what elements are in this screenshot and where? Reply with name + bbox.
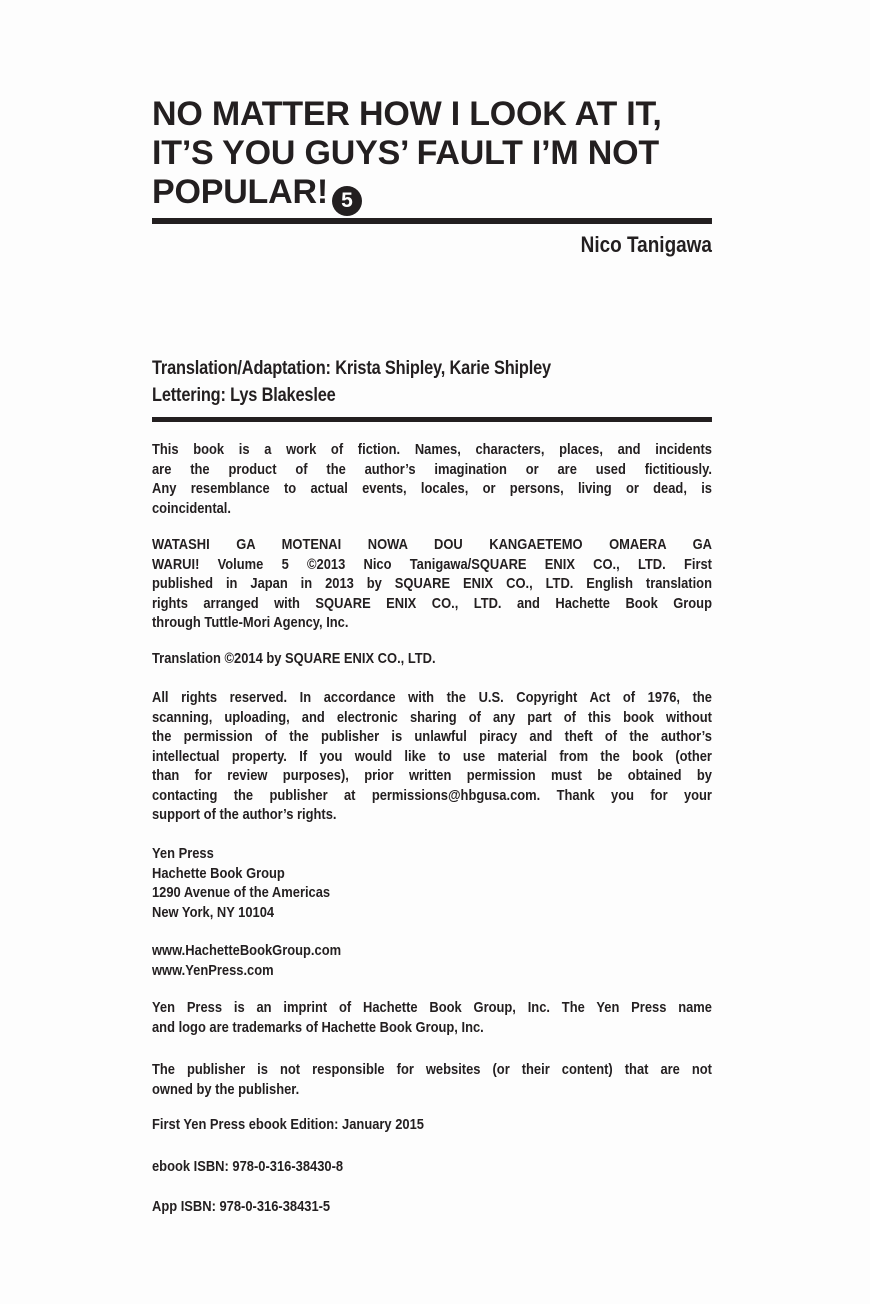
author-name: Nico Tanigawa (580, 232, 712, 257)
book-title-line-3-text: POPULAR! (152, 173, 328, 211)
text-line: All rights reserved. In accordance with the U.S. Copyright Act of 1976, the (152, 689, 712, 706)
all-rights-reserved-notice (152, 688, 712, 825)
text-line: rights arranged with SQUARE ENIX CO., LTD. and Hachette Book Group (152, 594, 712, 612)
text-line: through Tuttle-Mori Agency, Inc. (152, 614, 349, 631)
translation-credits (152, 356, 712, 409)
edition-info: First Yen Press ebook Edition: January 2015 (152, 1116, 424, 1133)
text-column (152, 0, 712, 1304)
book-title-line-2: IT’S YOU GUYS’ FAULT I’M NOT (152, 134, 659, 172)
text-line: This book is a work of fiction. Names, characters, places, and incidents (152, 441, 712, 458)
text-line: are the product of the author’s imagination or are used fictitiously. (152, 460, 712, 478)
text-line: scanning, uploading, and electronic sharing of any part of this book without (152, 708, 712, 726)
text-line: WARUI! Volume 5 ©2013 Nico Tanigawa/SQUARE ENIX CO., LTD. First (152, 555, 712, 573)
text-line: Hachette Book Group (152, 864, 285, 882)
text-line: the permission of the publisher is unlawful piracy and theft of the author’s (152, 728, 712, 745)
text-line: 1290 Avenue of the Americas (152, 884, 331, 901)
japanese-copyright-notice (152, 535, 712, 633)
text-line: intellectual property. If you would like to use material from the book (other (152, 747, 712, 765)
text-line: and logo are trademarks of Hachette Book Group, Inc. (152, 1018, 484, 1036)
website-disclaimer (152, 1060, 712, 1099)
text-line: Yen Press is an imprint of Hachette Book Group, Inc. The Yen Press name (152, 999, 712, 1016)
text-line: WATASHI GA MOTENAI NOWA DOU KANGAETEMO OMAERA GA (152, 536, 712, 553)
text-line: Yen Press (152, 845, 214, 862)
text-line: www.YenPress.com (152, 961, 274, 979)
text-line: published in Japan in 2013 by SQUARE ENIX CO., LTD. English translation (152, 575, 712, 592)
fiction-disclaimer (152, 440, 712, 518)
text-line: owned by the publisher. (152, 1080, 300, 1098)
credits-divider-rule (152, 417, 712, 422)
text-line: contacting the publisher at permissions@hbgusa.com. Thank you for your (152, 786, 712, 804)
book-title-line-1: NO MATTER HOW I LOOK AT IT, (152, 95, 662, 133)
text-line: than for review purposes), prior written permission must be obtained by (152, 767, 712, 784)
app-isbn: App ISBN: 978-0-316-38431-5 (152, 1198, 331, 1215)
text-line: Translation/Adaptation: Krista Shipley, Karie Shipley (152, 358, 551, 379)
volume-number-badge: 5 (332, 186, 362, 216)
publisher-address (152, 844, 712, 922)
title-divider-rule (152, 218, 712, 224)
publisher-websites (152, 941, 712, 980)
text-line: www.HachetteBookGroup.com (152, 942, 342, 959)
text-line: coincidental. (152, 499, 231, 517)
text-line: New York, NY 10104 (152, 903, 275, 921)
text-line: The publisher is not responsible for websites (or their content) that are not (152, 1061, 712, 1078)
text-line: support of the author’s rights. (152, 806, 337, 823)
text-line: Lettering: Lys Blakeslee (152, 384, 336, 406)
text-line: Any resemblance to actual events, locales, or persons, living or dead, is (152, 480, 712, 497)
imprint-notice (152, 998, 712, 1037)
translation-copyright: Translation ©2014 by SQUARE ENIX CO., LTD. (152, 650, 436, 667)
ebook-isbn: ebook ISBN: 978-0-316-38430-8 (152, 1158, 344, 1175)
